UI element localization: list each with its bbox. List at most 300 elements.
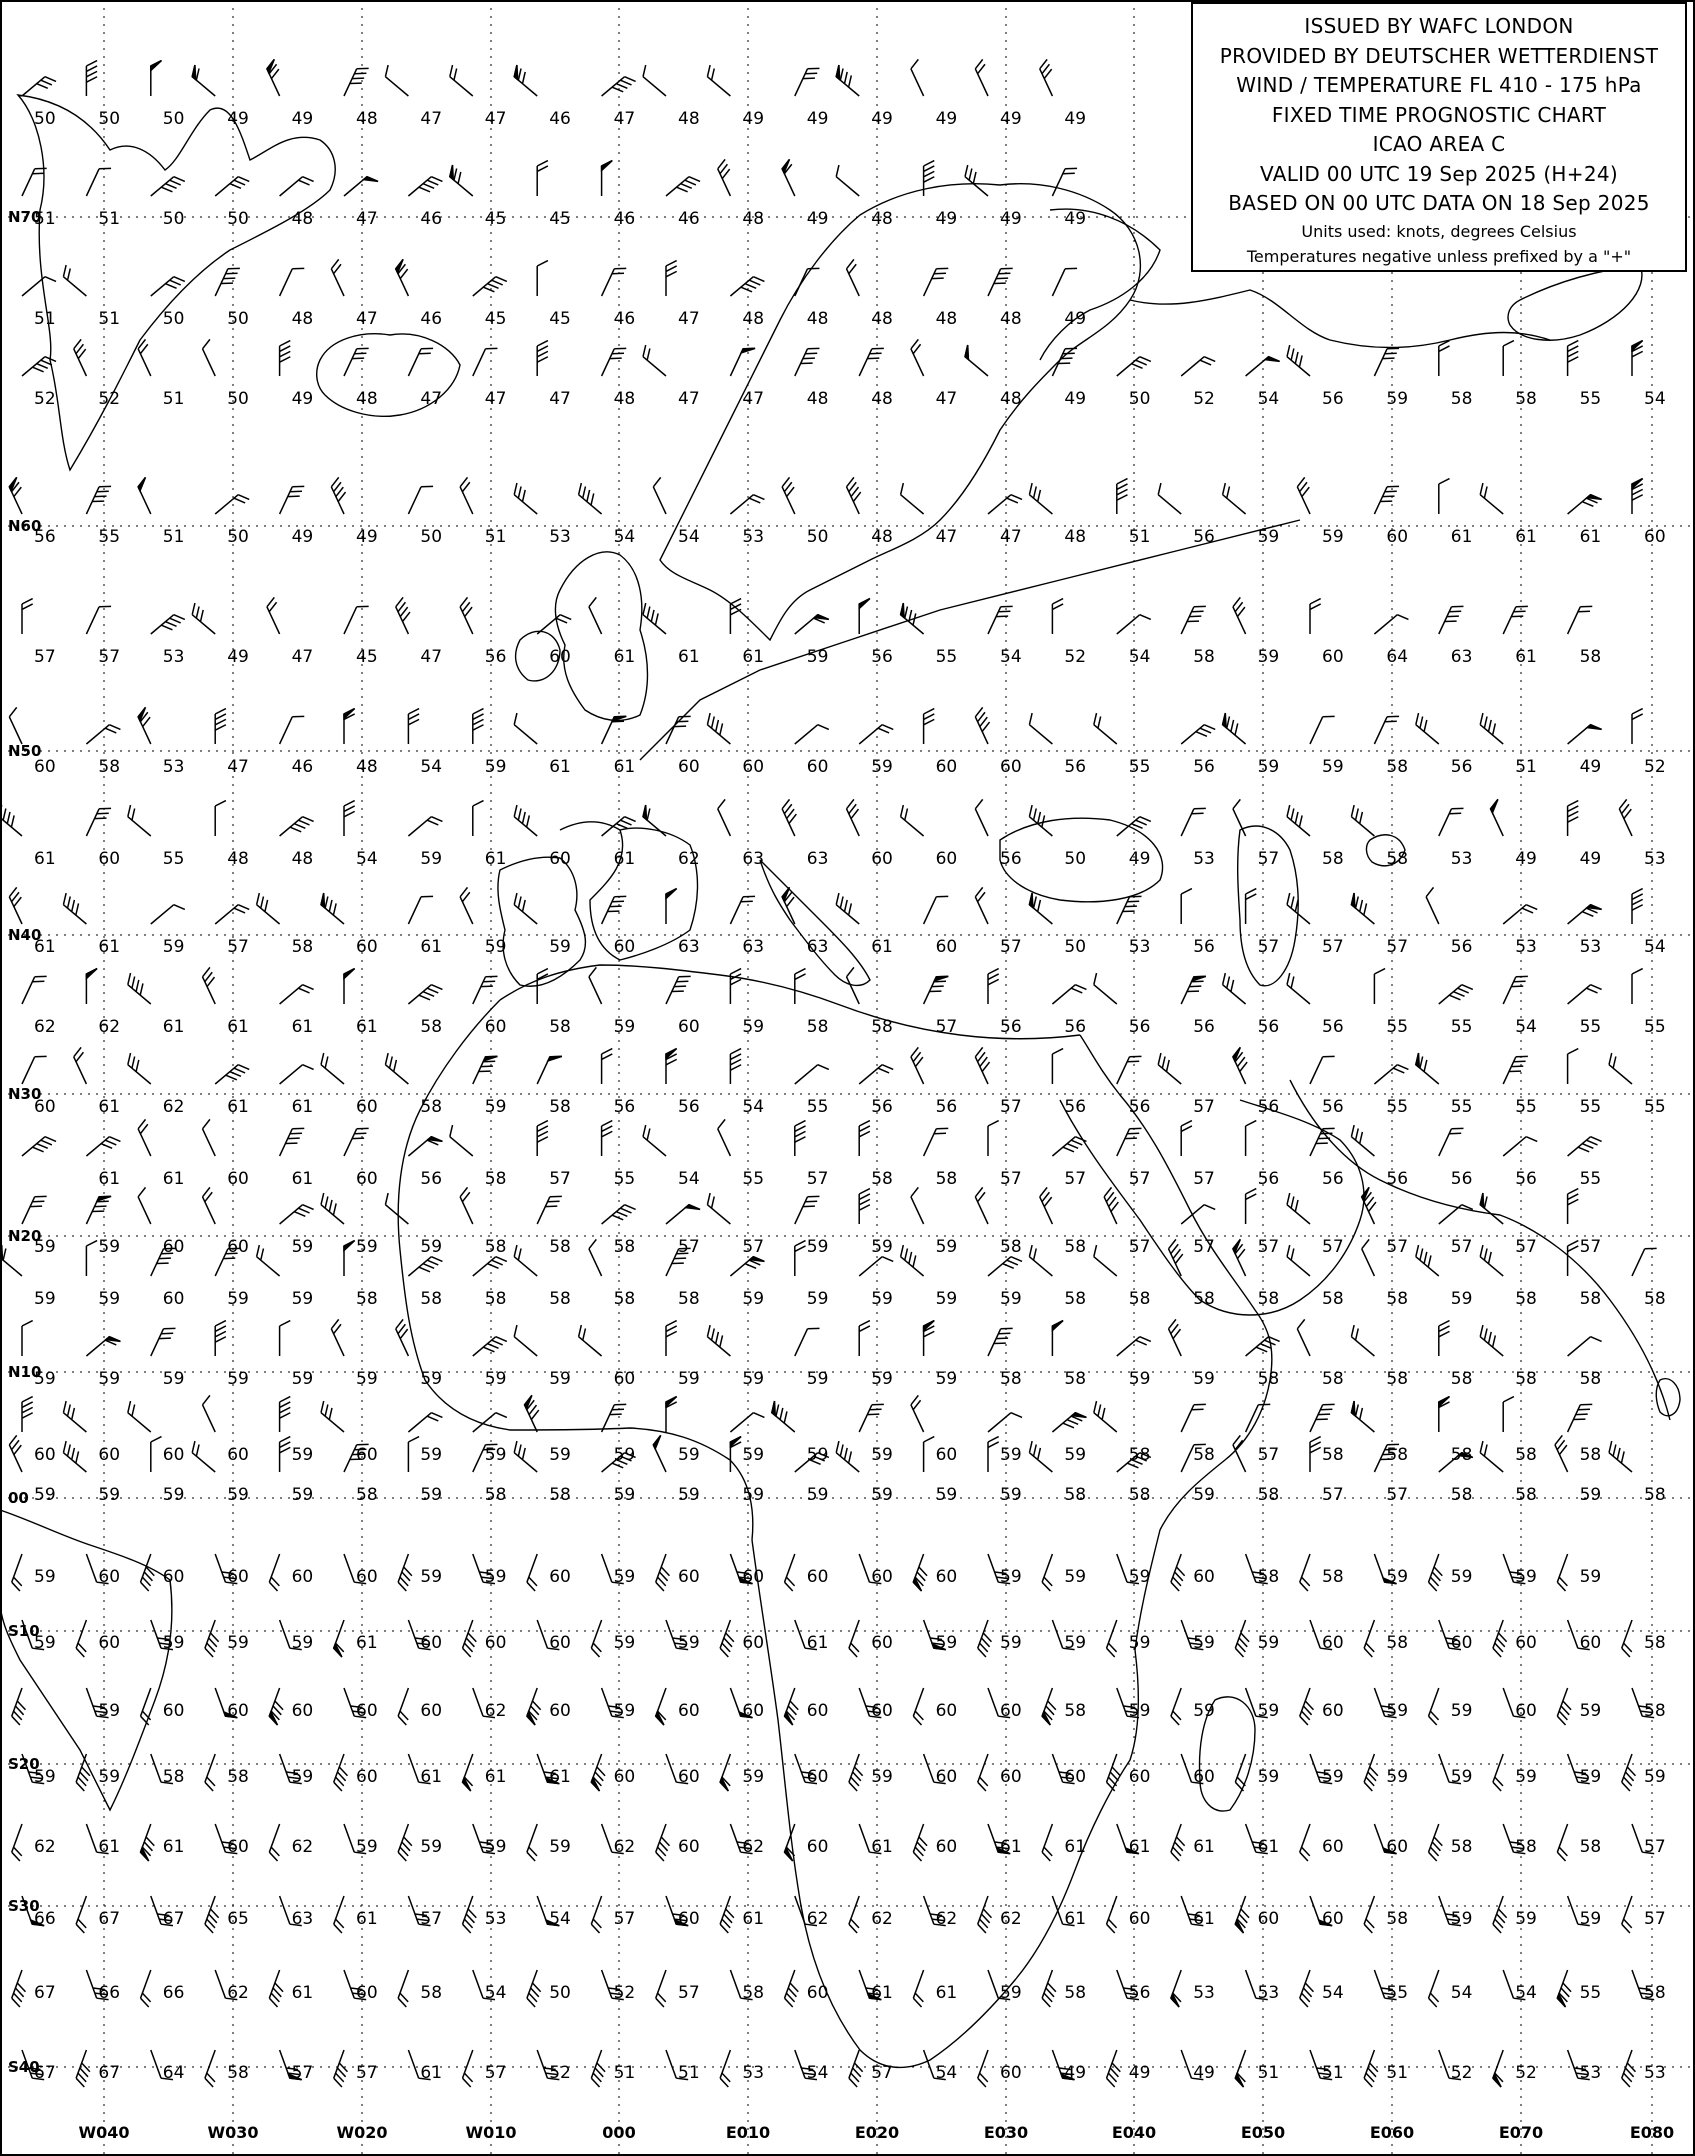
temperature-value: 58 bbox=[1000, 1237, 1022, 1257]
temperature-value: 49 bbox=[806, 109, 829, 129]
temperature-value: 59 bbox=[420, 1237, 443, 1257]
temperature-value: 57 bbox=[1128, 1237, 1151, 1257]
temperature-value: 49 bbox=[935, 109, 958, 129]
temperature-value: 60 bbox=[1322, 1633, 1344, 1653]
temperature-value: 49 bbox=[1579, 757, 1602, 777]
temperature-value: 59 bbox=[1450, 1567, 1473, 1587]
temperature-value: 55 bbox=[1579, 1097, 1602, 1117]
temperature-value: 59 bbox=[871, 1369, 893, 1389]
latitude-label: S20 bbox=[8, 1755, 40, 1773]
longitude-label: W040 bbox=[78, 2123, 130, 2142]
latitude-label: S30 bbox=[8, 1897, 40, 1915]
temperature-value: 55 bbox=[1128, 757, 1151, 777]
temperature-value: 59 bbox=[34, 1767, 56, 1787]
longitude-label: 000 bbox=[602, 2123, 636, 2142]
temperature-value: 57 bbox=[34, 647, 56, 667]
temperature-value: 58 bbox=[1386, 757, 1409, 777]
temperature-value: 60 bbox=[1000, 1767, 1022, 1787]
temperature-value: 59 bbox=[420, 849, 443, 869]
temperature-value: 59 bbox=[1579, 1909, 1602, 1929]
temperature-value: 67 bbox=[98, 2063, 121, 2083]
temperature-value: 59 bbox=[162, 1633, 185, 1653]
longitude-label: W030 bbox=[207, 2123, 259, 2142]
temperature-value: 58 bbox=[1386, 1445, 1409, 1465]
temperature-value: 59 bbox=[871, 1237, 893, 1257]
title-line-valid: VALID 00 UTC 19 Sep 2025 (H+24) bbox=[1260, 161, 1618, 186]
temperature-value: 47 bbox=[549, 389, 571, 409]
temperature-value: 55 bbox=[935, 647, 958, 667]
temperature-value: 59 bbox=[1257, 1701, 1280, 1721]
temperature-value: 48 bbox=[613, 389, 636, 409]
temperature-value: 62 bbox=[1000, 1909, 1022, 1929]
temperature-value: 59 bbox=[1450, 1289, 1473, 1309]
temperature-value: 59 bbox=[162, 1485, 185, 1505]
temperature-value: 51 bbox=[1322, 2063, 1344, 2083]
temperature-value: 49 bbox=[356, 527, 378, 547]
temperature-value: 54 bbox=[1515, 1983, 1537, 2003]
temperature-value: 58 bbox=[549, 1289, 571, 1309]
temperature-value: 58 bbox=[1128, 1289, 1151, 1309]
temperature-value: 52 bbox=[1644, 757, 1666, 777]
temperature-value: 46 bbox=[420, 209, 443, 229]
longitude-label: E010 bbox=[725, 2123, 771, 2142]
temperature-value: 52 bbox=[98, 389, 121, 409]
temperature-value: 58 bbox=[1257, 1485, 1280, 1505]
temperature-value: 60 bbox=[356, 937, 378, 957]
temperature-value: 61 bbox=[162, 1017, 185, 1037]
temperature-value: 48 bbox=[871, 309, 893, 329]
temperature-value: 47 bbox=[356, 309, 378, 329]
temperature-value: 60 bbox=[98, 849, 121, 869]
temperature-value: 50 bbox=[227, 389, 249, 409]
temperature-value: 58 bbox=[1193, 1289, 1215, 1309]
temperature-value: 59 bbox=[1000, 1445, 1022, 1465]
temperature-value: 59 bbox=[678, 1369, 700, 1389]
temperature-value: 60 bbox=[34, 1097, 56, 1117]
temperature-value: 59 bbox=[420, 1369, 443, 1389]
temperature-value: 59 bbox=[162, 1369, 185, 1389]
temperature-value: 61 bbox=[356, 1909, 378, 1929]
temperature-value: 48 bbox=[871, 527, 893, 547]
temperature-value: 49 bbox=[1000, 209, 1022, 229]
temperature-value: 61 bbox=[613, 757, 636, 777]
temperature-value: 59 bbox=[1000, 1485, 1022, 1505]
temperature-value: 58 bbox=[1579, 1445, 1602, 1465]
temperature-value: 59 bbox=[98, 1701, 121, 1721]
temperature-value: 61 bbox=[871, 937, 893, 957]
temperature-value: 57 bbox=[1386, 937, 1409, 957]
temperature-value: 60 bbox=[1450, 1633, 1473, 1653]
temperature-value: 48 bbox=[806, 309, 829, 329]
latitude-label: S40 bbox=[8, 2058, 40, 2076]
temperature-value: 58 bbox=[1579, 647, 1602, 667]
temperature-value: 49 bbox=[742, 109, 765, 129]
temperature-value: 61 bbox=[420, 2063, 443, 2083]
longitude-label: W010 bbox=[465, 2123, 517, 2142]
temperature-value: 59 bbox=[98, 1289, 121, 1309]
temperature-value: 60 bbox=[678, 757, 700, 777]
temperature-value: 61 bbox=[484, 849, 507, 869]
temperature-value: 60 bbox=[806, 1983, 829, 2003]
temperature-value: 60 bbox=[871, 1567, 893, 1587]
temperature-value: 61 bbox=[1579, 527, 1602, 547]
temperature-value: 58 bbox=[1128, 1485, 1151, 1505]
title-line-chart-type: FIXED TIME PROGNOSTIC CHART bbox=[1271, 102, 1607, 127]
temperature-value: 58 bbox=[1322, 1369, 1344, 1389]
temperature-value: 59 bbox=[871, 1485, 893, 1505]
temperature-value: 47 bbox=[420, 109, 443, 129]
temperature-value: 61 bbox=[871, 1837, 893, 1857]
temperature-value: 60 bbox=[678, 1767, 700, 1787]
temperature-value: 56 bbox=[484, 647, 507, 667]
temperature-value: 59 bbox=[1579, 1485, 1602, 1505]
temperature-value: 55 bbox=[1644, 1097, 1666, 1117]
temperature-value: 54 bbox=[356, 849, 378, 869]
temperature-value: 60 bbox=[1386, 527, 1409, 547]
temperature-value: 58 bbox=[1064, 1701, 1087, 1721]
temperature-value: 60 bbox=[1644, 527, 1666, 547]
temperature-value: 57 bbox=[871, 2063, 893, 2083]
temperature-value: 52 bbox=[1450, 2063, 1473, 2083]
temperature-value: 48 bbox=[1000, 309, 1022, 329]
temperature-value: 56 bbox=[1128, 1983, 1151, 2003]
temperature-value: 60 bbox=[356, 1169, 378, 1189]
temperature-value: 58 bbox=[356, 1485, 378, 1505]
temperature-value: 58 bbox=[162, 1767, 185, 1787]
temperature-value: 60 bbox=[227, 1837, 249, 1857]
temperature-value: 60 bbox=[935, 849, 958, 869]
temperature-value: 57 bbox=[1322, 1237, 1344, 1257]
temperature-value: 58 bbox=[1386, 1369, 1409, 1389]
temperature-value: 62 bbox=[34, 1837, 56, 1857]
temperature-value: 59 bbox=[291, 1289, 314, 1309]
temperature-value: 52 bbox=[613, 1983, 636, 2003]
temperature-value: 61 bbox=[935, 1983, 958, 2003]
temperature-value: 61 bbox=[1128, 1837, 1151, 1857]
temperature-value: 55 bbox=[613, 1169, 636, 1189]
temperature-value: 60 bbox=[1193, 1767, 1215, 1787]
temperature-value: 59 bbox=[1257, 1767, 1280, 1787]
temperature-value: 55 bbox=[1579, 1983, 1602, 2003]
temperature-value: 48 bbox=[356, 109, 378, 129]
temperature-value: 58 bbox=[871, 1017, 893, 1037]
temperature-value: 57 bbox=[1193, 1097, 1215, 1117]
temperature-value: 50 bbox=[1064, 849, 1087, 869]
temperature-value: 58 bbox=[1450, 1485, 1473, 1505]
temperature-value: 50 bbox=[162, 109, 185, 129]
longitude-label: W020 bbox=[336, 2123, 388, 2142]
temperature-value: 59 bbox=[1128, 1567, 1151, 1587]
temperature-value: 53 bbox=[162, 757, 185, 777]
temperature-value: 59 bbox=[1515, 1567, 1537, 1587]
temperature-value: 47 bbox=[484, 389, 507, 409]
temperature-value: 59 bbox=[291, 1633, 314, 1653]
temperature-value: 59 bbox=[34, 1289, 56, 1309]
temperature-value: 55 bbox=[1579, 1017, 1602, 1037]
temperature-value: 60 bbox=[613, 937, 636, 957]
temperature-value: 61 bbox=[291, 1983, 314, 2003]
temperature-value: 60 bbox=[162, 1289, 185, 1309]
temperature-value: 64 bbox=[1386, 647, 1409, 667]
temperature-value: 47 bbox=[420, 389, 443, 409]
temperature-value: 48 bbox=[742, 209, 765, 229]
temperature-value: 59 bbox=[935, 1485, 958, 1505]
temperature-value: 63 bbox=[806, 849, 829, 869]
temperature-value: 50 bbox=[227, 209, 249, 229]
temperature-value: 60 bbox=[227, 1169, 249, 1189]
temperature-value: 51 bbox=[678, 2063, 700, 2083]
temperature-value: 60 bbox=[678, 1017, 700, 1037]
temperature-value: 49 bbox=[1128, 2063, 1151, 2083]
temperature-value: 57 bbox=[1515, 1237, 1537, 1257]
temperature-value: 61 bbox=[742, 647, 765, 667]
temperature-value: 57 bbox=[1322, 937, 1344, 957]
temperature-value: 60 bbox=[1322, 1837, 1344, 1857]
temperature-value: 59 bbox=[1579, 1567, 1602, 1587]
temperature-value: 60 bbox=[678, 1837, 700, 1857]
latitude-label: 00 bbox=[8, 1489, 29, 1507]
latitude-label: N20 bbox=[8, 1227, 42, 1245]
temperature-value: 59 bbox=[935, 1289, 958, 1309]
temperature-value: 49 bbox=[935, 209, 958, 229]
temperature-value: 57 bbox=[678, 1983, 700, 2003]
temperature-value: 58 bbox=[1193, 647, 1215, 667]
temperature-value: 59 bbox=[1000, 1289, 1022, 1309]
temperature-value: 59 bbox=[1386, 1767, 1409, 1787]
temperature-value: 48 bbox=[1000, 389, 1022, 409]
temperature-value: 48 bbox=[227, 849, 249, 869]
temperature-value: 57 bbox=[227, 937, 249, 957]
temperature-value: 59 bbox=[871, 1767, 893, 1787]
temperature-value: 60 bbox=[1257, 1909, 1280, 1929]
temperature-value: 58 bbox=[1450, 1369, 1473, 1389]
temperature-value: 58 bbox=[1644, 1633, 1666, 1653]
temperature-value: 50 bbox=[1064, 937, 1087, 957]
temperature-value: 60 bbox=[227, 1445, 249, 1465]
temperature-value: 56 bbox=[1000, 1017, 1022, 1037]
longitude-label: E060 bbox=[1369, 2123, 1415, 2142]
temperature-value: 54 bbox=[549, 1909, 571, 1929]
temperature-value: 59 bbox=[291, 1767, 314, 1787]
temperature-value: 49 bbox=[1193, 2063, 1215, 2083]
temperature-value: 54 bbox=[1322, 1983, 1344, 2003]
temperature-value: 56 bbox=[34, 527, 56, 547]
temperature-value: 58 bbox=[1644, 1289, 1666, 1309]
temperature-value: 59 bbox=[162, 937, 185, 957]
temperature-value: 61 bbox=[742, 1909, 765, 1929]
title-line-provider: PROVIDED BY DEUTSCHER WETTERDIENST bbox=[1219, 43, 1659, 68]
temperature-value: 58 bbox=[613, 1237, 636, 1257]
temperature-value: 56 bbox=[420, 1169, 443, 1189]
temperature-value: 60 bbox=[871, 1633, 893, 1653]
temperature-value: 60 bbox=[162, 1567, 185, 1587]
temperature-value: 53 bbox=[742, 2063, 765, 2083]
temperature-value: 56 bbox=[1064, 757, 1087, 777]
temperature-value: 59 bbox=[935, 1633, 958, 1653]
temperature-value: 58 bbox=[484, 1237, 507, 1257]
temperature-value: 58 bbox=[549, 1485, 571, 1505]
temperature-value: 56 bbox=[1515, 1169, 1537, 1189]
units-note: Units used: knots, degrees Celsius bbox=[1301, 221, 1577, 241]
temperature-value: 59 bbox=[1064, 1567, 1087, 1587]
temperature-value: 56 bbox=[1000, 849, 1022, 869]
temperature-value: 53 bbox=[1128, 937, 1151, 957]
temperature-value: 46 bbox=[549, 109, 571, 129]
temperature-value: 59 bbox=[613, 1445, 636, 1465]
temperature-value: 58 bbox=[549, 1237, 571, 1257]
temperature-value: 60 bbox=[356, 1445, 378, 1465]
temperature-value: 56 bbox=[613, 1097, 636, 1117]
temperature-value: 58 bbox=[484, 1289, 507, 1309]
temperature-value: 59 bbox=[742, 1369, 765, 1389]
temperature-value: 60 bbox=[806, 757, 829, 777]
temperature-value: 58 bbox=[1515, 1445, 1537, 1465]
temperature-value: 60 bbox=[935, 1701, 958, 1721]
temperature-value: 59 bbox=[1193, 1701, 1215, 1721]
temperature-value: 58 bbox=[291, 937, 314, 957]
temperature-value: 59 bbox=[1322, 527, 1344, 547]
temperature-value: 60 bbox=[34, 1445, 56, 1465]
temperature-value: 56 bbox=[1386, 1169, 1409, 1189]
temperature-value: 50 bbox=[1128, 389, 1151, 409]
temperature-value: 60 bbox=[162, 1701, 185, 1721]
temperature-value: 54 bbox=[806, 2063, 829, 2083]
temperature-value: 56 bbox=[871, 1097, 893, 1117]
temperature-value: 58 bbox=[1579, 1369, 1602, 1389]
temperature-value: 58 bbox=[227, 2063, 249, 2083]
temperature-value: 61 bbox=[1515, 647, 1537, 667]
temperature-value: 46 bbox=[613, 209, 636, 229]
temperature-value: 58 bbox=[1515, 389, 1537, 409]
temperature-value: 48 bbox=[356, 757, 378, 777]
temperature-value: 50 bbox=[420, 527, 443, 547]
temperature-value: 56 bbox=[1064, 1017, 1087, 1037]
temperature-value: 51 bbox=[34, 309, 56, 329]
temperature-value: 60 bbox=[1386, 1837, 1409, 1857]
temperature-value: 67 bbox=[98, 1909, 121, 1929]
temperature-value: 60 bbox=[806, 1837, 829, 1857]
temperature-value: 59 bbox=[1128, 1701, 1151, 1721]
temperature-value: 49 bbox=[1064, 209, 1087, 229]
temperature-value: 60 bbox=[742, 1701, 765, 1721]
temperature-value: 60 bbox=[935, 757, 958, 777]
temperature-value: 61 bbox=[227, 1097, 249, 1117]
chart-border bbox=[1, 1, 1694, 2155]
temperature-value: 58 bbox=[420, 1289, 443, 1309]
temperature-value: 58 bbox=[356, 1289, 378, 1309]
temperature-value: 49 bbox=[806, 209, 829, 229]
temperature-value: 59 bbox=[742, 1767, 765, 1787]
temperature-value: 61 bbox=[291, 1169, 314, 1189]
temperature-value: 61 bbox=[1064, 1837, 1087, 1857]
temperature-value: 56 bbox=[1193, 527, 1215, 547]
temperature-value: 59 bbox=[1257, 527, 1280, 547]
temperature-value: 49 bbox=[291, 389, 314, 409]
temperature-value: 48 bbox=[742, 309, 765, 329]
temperature-value: 55 bbox=[1386, 1097, 1409, 1117]
temperature-value: 60 bbox=[678, 1701, 700, 1721]
temperature-value: 45 bbox=[484, 309, 507, 329]
temperature-value: 55 bbox=[806, 1097, 829, 1117]
temperature-value: 48 bbox=[1064, 527, 1087, 547]
temperature-value: 47 bbox=[484, 109, 507, 129]
temperature-value: 59 bbox=[420, 1567, 443, 1587]
temperature-value: 59 bbox=[1450, 1701, 1473, 1721]
temperature-value: 59 bbox=[420, 1837, 443, 1857]
temperature-value: 47 bbox=[678, 309, 700, 329]
temperature-value: 59 bbox=[227, 1289, 249, 1309]
temperature-value: 59 bbox=[871, 1445, 893, 1465]
temperature-value: 49 bbox=[1064, 2063, 1087, 2083]
temperature-value: 57 bbox=[1644, 1837, 1666, 1857]
temperature-value: 59 bbox=[1064, 1445, 1087, 1465]
latitude-label: N10 bbox=[8, 1363, 42, 1381]
temperature-value: 59 bbox=[98, 1485, 121, 1505]
temperature-value: 59 bbox=[227, 1369, 249, 1389]
temperature-value: 59 bbox=[806, 1485, 829, 1505]
temperature-value: 59 bbox=[742, 1289, 765, 1309]
longitude-label: E070 bbox=[1498, 2123, 1544, 2142]
temperature-value: 60 bbox=[291, 1567, 314, 1587]
temperature-value: 61 bbox=[1257, 1837, 1280, 1857]
temperature-value: 60 bbox=[1322, 647, 1344, 667]
temperature-value: 49 bbox=[1064, 109, 1087, 129]
latitude-label: N40 bbox=[8, 926, 42, 944]
temperature-value: 57 bbox=[935, 1017, 958, 1037]
temperature-value: 58 bbox=[1257, 1289, 1280, 1309]
temperature-value: 60 bbox=[935, 1567, 958, 1587]
temperature-value: 59 bbox=[1322, 757, 1344, 777]
latitude-label: N50 bbox=[8, 742, 42, 760]
temperature-value: 57 bbox=[356, 2063, 378, 2083]
temperature-value: 61 bbox=[162, 1169, 185, 1189]
temperature-value: 48 bbox=[935, 309, 958, 329]
temperature-value: 59 bbox=[1064, 1633, 1087, 1653]
temperature-value: 57 bbox=[1644, 1909, 1666, 1929]
temperature-value: 58 bbox=[420, 1017, 443, 1037]
temperature-value: 56 bbox=[1193, 937, 1215, 957]
temperature-value: 47 bbox=[742, 389, 765, 409]
temperature-value: 56 bbox=[1450, 757, 1473, 777]
temperature-value: 59 bbox=[1000, 1567, 1022, 1587]
temperature-value: 49 bbox=[1515, 849, 1537, 869]
temperature-value: 67 bbox=[34, 1983, 56, 2003]
temperature-value: 54 bbox=[420, 757, 443, 777]
temperature-value: 61 bbox=[1193, 1909, 1215, 1929]
temperature-value: 54 bbox=[678, 527, 700, 547]
temperature-value: 58 bbox=[1515, 1837, 1537, 1857]
temperature-value: 51 bbox=[1128, 527, 1151, 547]
temperature-value: 59 bbox=[613, 1485, 636, 1505]
temperature-value: 57 bbox=[678, 1237, 700, 1257]
temperature-value: 62 bbox=[227, 1983, 249, 2003]
temperature-value: 59 bbox=[484, 1445, 507, 1465]
temperature-value: 53 bbox=[1579, 2063, 1602, 2083]
temperature-value: 55 bbox=[1644, 1017, 1666, 1037]
temperature-value: 59 bbox=[34, 1369, 56, 1389]
temperature-value: 53 bbox=[1450, 849, 1473, 869]
temperature-value: 56 bbox=[1450, 1169, 1473, 1189]
temperature-value: 61 bbox=[34, 849, 56, 869]
temperature-value: 54 bbox=[678, 1169, 700, 1189]
temperature-value: 56 bbox=[678, 1097, 700, 1117]
temperature-value: 59 bbox=[806, 1369, 829, 1389]
temperature-value: 58 bbox=[1515, 1289, 1537, 1309]
temperature-value: 60 bbox=[549, 1701, 571, 1721]
temperature-value: 53 bbox=[549, 527, 571, 547]
temperature-value: 50 bbox=[162, 309, 185, 329]
temperature-value: 58 bbox=[1386, 1289, 1409, 1309]
